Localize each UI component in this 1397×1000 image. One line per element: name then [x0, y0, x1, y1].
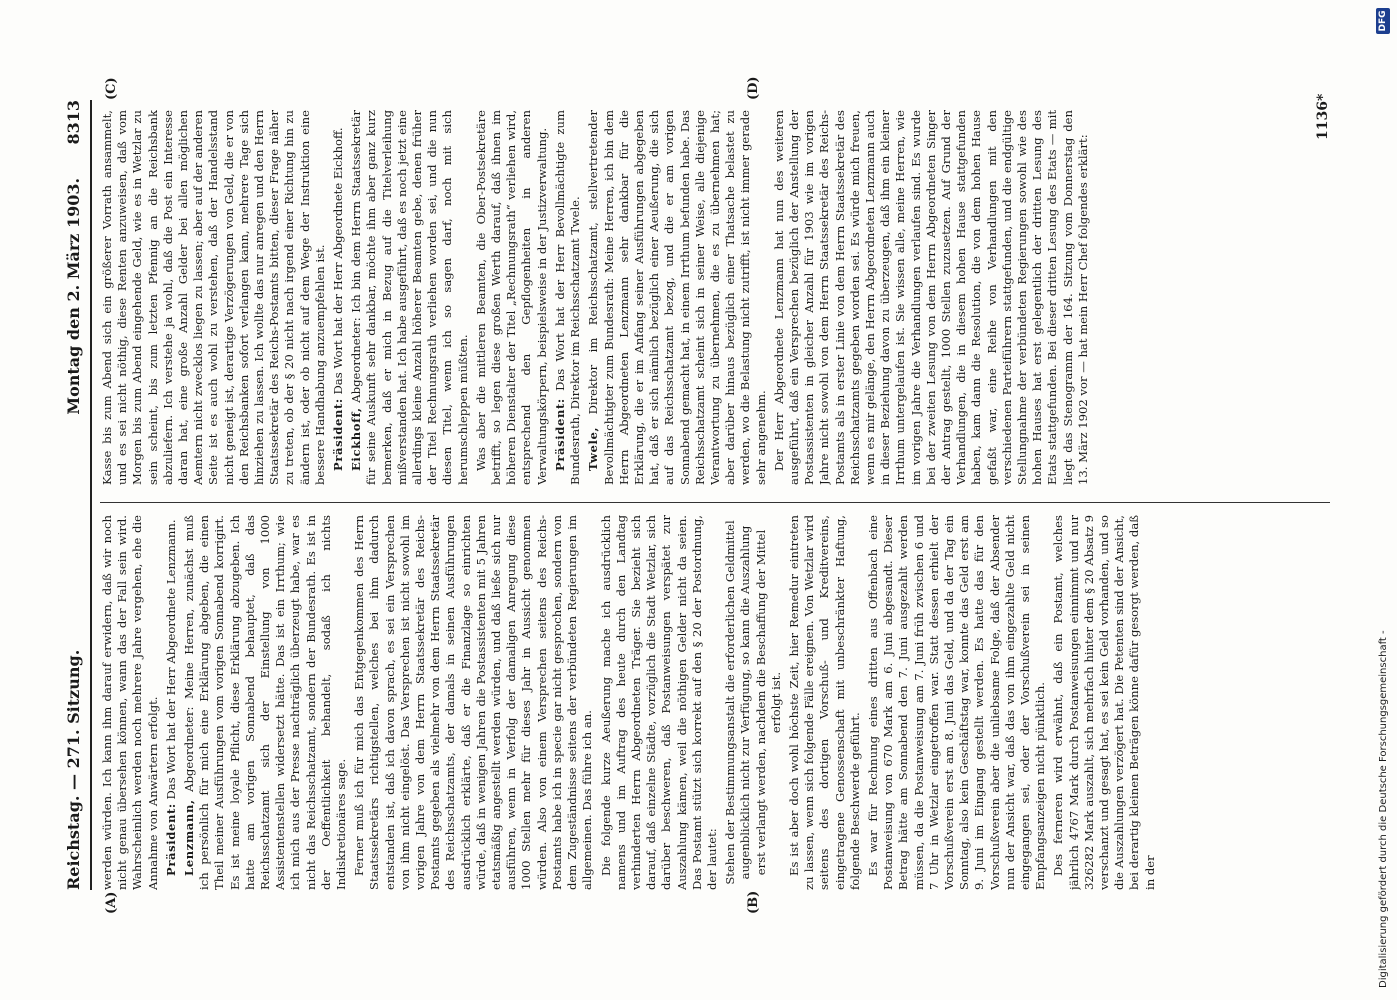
footer-page-number: 1136* [1315, 93, 1331, 140]
paragraph [787, 515, 863, 890]
paragraph-text: Das Wort hat der Herr Bevollmächtigte zum Bundesrath, Direktor im Reichsschatzamt Twele. [552, 110, 583, 485]
paragraph [866, 515, 1048, 890]
paragraph-text: Die folgende kurze Aeußerung mache ich ausdrücklich namens und im Auftrag des heute durch den Landtag verhinderten Herrn Abgeordneten Träger. Sie bezieht sich darauf, daß einzelne Städte, vorzüglich die Stadt Wetzlar, sich darüber beschweren, daß Postanweisungen verspätet zur Auszahlung kämen, weil die nöthigen Gelder nicht da seien. Das Postamt stützt sich korrekt auf den § 20 der Postordnung, der lautet: [598, 515, 719, 890]
paragraph-text: Ferner muß ich für mich das Entgegenkommen des Herrn Staatssekretärs richtigstellen, welches bei ihm dadurch entstanden ist, daß ich davon sprach, es sei ein Versprechen von ihm nicht eingelöst. Das Versprechen ist nicht sowohl im vorigen Jahre von dem Herrn Staatssekretär des Reichs-Postamts gegeben als vielmehr von dem Herrn Staatssekretär des Reichsschatzamts, der damals in seinen Ausführungen ausdrücklich erklärte, daß er die Finanzlage so einrichten würde, daß in wenigen Jahren die Postassistenten mit 5 Jahren etatsmäßig angestellt werden würden, und daß ließe sich nur ausführen, wenn in Verfolg der damaligen Anregung diese 1000 Stellen mehr für dieses Jahr in Aussicht genommen würden. Also von einem Versprechen seitens des Reichs-Postamts habe ich in specie gar nicht gesprochen, sondern von dem Zugeständnisse seitens der verbündeten Regierungen im allgemeinen. Das führe ich an. [352, 515, 595, 890]
paragraph [586, 110, 768, 485]
margin-mark-a: (A) [104, 891, 119, 914]
speaker-name: Lenzmann, [182, 799, 197, 876]
paragraph-text: Was aber die mittleren Beamten, die Ober-Postsekretäre betrifft, so legen diese großen Werth darauf, daß ihnen im höheren Dienstalter der Titel „Rechnungsrath“ verliehen wird, entsprechend den Gepflogenheiten in anderen Verwaltungskörpern, beispielsweise in der Justizverwaltung. [473, 110, 549, 485]
paragraph [352, 515, 595, 890]
paragraph-text: Es ist aber doch wohl höchste Zeit, hier Remedur eintreten zu lassen, wenn sich folgende Fälle ereignen. Von Wetzlar wird seitens des dortigen Vorschuß- und Kreditvereins, eingetragene Genossenschaft mit unbeschränkter Haftung, folgende Beschwerde geführt. [786, 515, 862, 890]
page-header [60, 100, 90, 890]
paragraph [723, 515, 784, 890]
paragraph-text: werden würden. Ich kann ihm darauf erwidern, daß wir noch nicht genau übersehen können, wann das der Fall sein wird. Wahrscheinlich werden noch mehrere Jahre vergehen, ehe die Annahme von Anwärtern erfolgt. [100, 515, 160, 890]
paragraph [599, 515, 721, 890]
header-page-number: 8313 [64, 100, 83, 145]
paragraph [553, 110, 583, 485]
header-session: Reichstag. — 271. Sitzung. [64, 649, 83, 890]
paragraph-text: Des ferneren wird erwähnt, daß ein Postamt, welches jährlich 4767 Mark durch Postanweisungen einnimmt und nur 326282 Mark auszahlt, sich mehrfach hinter dem § 20 Absatz 9 verschanzt und gesagt hat, es sei kein Geld vorhanden, und so die Auszahlungen verzögert hat. Die Petenten sind der Ansicht, bei derartig kleinen Beträgen könne dafür gesorgt werden, daß in der [1051, 515, 1157, 890]
header-date: Montag den 2. März 1903. [64, 177, 83, 415]
header-rule [90, 100, 92, 890]
paragraph [164, 515, 179, 890]
speaker-name: Präsident: [552, 398, 567, 471]
paragraph [100, 515, 161, 890]
margin-mark-c: (C) [104, 77, 119, 100]
paragraph-text: Abgeordneter: Ich bin dem Herrn Staatssekretär für seine Auskunft sehr dankbar, möchte ihm aber ganz kurz bemerken, daß er mich in Bezug auf die Titelverleihung mißverstanden hat. Ich habe ausgeführt, daß es noch jetzt eine allerdings kleine Anzahl höherer Beamten gebe, denen früher der Titel Rechnungsrath verliehen worden sei, und die nun diesen Titel, wenn ich so sagen darf, noch mit sich herumschleppen müßten. [349, 110, 470, 485]
margin-mark-d: (D) [746, 76, 761, 100]
paragraph-text: Der Herr Abgeordnete Lenzmann hat nun des weiteren ausgeführt, daß ein Versprechen bezüglich der Anstellung der Postassistenten in gleicher Anzahl für 1903 wie im vorigen Jahre nicht sowohl von dem Herrn Staatssekretär des Reichs-Postamts als in erster Linie von dem Herrn Staatssekretär des Reichsschatzamts gegeben worden sei. Es würde mich freuen, wenn es mir gelänge, den Herrn Abgeordneten Lenzmann auch in dieser Beziehung davon zu überzeugen, daß ihm ein kleiner Irrthum untergelaufen ist. Sie wissen alle, meine Herren, wie im vorigen Jahre die Verhandlungen verlaufen sind. Es wurde bei der zweiten Lesung von dem Herrn Abgeordneten Singer der Antrag gestellt, 1000 Stellen zuzusetzen. Auf Grund der Verhandlungen, die in diesem hohen Hause stattgefunden haben, kam dann die Resolution, die von dem hohen Hause gefaßt war, eine Reihe von Verhandlungen mit den verschiedenen Parteiführern stattgefunden, und die endgültige Stellungnahme der verbündeten Regierungen sowohl wie des hohen Hauses hat erst gelegentlich der dritten Lesung des Etats stattgefunden. Bei dieser dritten Lesung des Etats — mit liegt das Stenogramm der 164. Sitzung vom Donnerstag den 13. März 1902 vor — hat mein Herr Chef folgendes erklärt: [771, 110, 1090, 485]
speaker-name: Eickhoff, [349, 407, 364, 471]
margin-mark-b: (B) [746, 890, 761, 914]
left-column [100, 515, 1340, 890]
paragraph-text: Das Wort hat der Herr Abgeordnete Eickhoff. [331, 127, 346, 395]
paragraph-text: Es war für Rechnung eines dritten aus Offenbach eine Postanweisung von 670 Mark am 6. Juni abgesandt. Dieser Betrag hätte am Sonnabend den 7. Juni ausgezahlt werden müssen, da die Postanweisung am 7. Juni früh zwischen 6 und 7 Uhr in Wetzlar eingetroffen war. Statt dessen erhielt der Vorschußverein erst am 8. Juni das Geld, und da der Tag ein Sonntag, also kein Geschäftstag war, konnte das Geld erst am 9. Juni im Eingang gestellt werden. Es hatte das für den Vorschußverein aber die unliebsame Folge, daß der Absender nun der Ansicht war, daß das von ihm eingezahlte Geld nicht eingegangen sei, oder der Vorschußverein sei in seinen Empfangsanzeigen nicht pünktlich. [865, 515, 1048, 890]
header-date-and-page [64, 100, 83, 415]
paragraph [349, 110, 471, 485]
column-divider [100, 502, 1330, 503]
paragraph [100, 110, 328, 485]
paragraph [772, 110, 1091, 485]
paragraph-text: Direktor im Reichsschatzamt, stellvertretender Bevollmächtigter zum Bundesrath: Meine Herren, ich bin dem Herrn Abgeordneten Lenzmann sehr dankbar für die Erklärung, die er im Anfang seiner Ausführungen abgegeben hat, daß er sich nämlich bezüglich einer Aeußerung, die sich auf das Reichsschatzamt bezog, und die er am vorigen Sonnabend gemacht hat, in einem Irrthum befunden habe. Das Reichsschatzamt scheint sich in seiner Weise, alle diejenige Verantwortung zu übernehmen, die es zu übernehmen hat; aber darüber hinaus bezüglich einer Thatsache belastet zu werden, wo die Belastung nicht zutrifft, ist nicht immer gerade sehr angenehm. [586, 110, 768, 485]
speaker-name: Präsident: [163, 803, 178, 876]
paragraph [1051, 515, 1157, 890]
paragraph-text: Stehen der Bestimmungsanstalt die erforderlichen Geldmittel augenblicklich nicht zur Verfügung, so kann die Auszahlung erst verlangt werden, nachdem die Beschaffung der Mittel erfolgt ist. [723, 520, 783, 885]
speaker-name: Twele, [586, 426, 601, 471]
paragraph-text: Abgeordneter: Meine Herren, zunächst muß ich persönlich für mich eine Erklärung abgeben, die einen Theil meiner Ausführungen vom vorigen Sonnabend korrigirt. Es ist meine loyale Pflicht, diese Erklärung abzugeben. Ich hatte am vorigen Sonnabend behauptet, daß das Reichsschatzamt sich der Einstellung von 1000 Assistentenstellen widersetzt hätte. Das ist ein Irrthum; wie ich mich aus der Presse nachträglich überzeugt habe, war es nicht das Reichsschatzamt, sondern der Bundesrath. Es ist in der Oeffentlichkeit behandelt, sodaß ich nichts Indiskretionäres sage. [182, 515, 349, 890]
right-column [100, 110, 1340, 485]
paragraph [474, 110, 550, 485]
paragraph [182, 515, 349, 890]
credit-text: Digitalisierung gefördert durch die Deutsche Forschungsgemeinschaft - [1378, 630, 1389, 988]
digitization-credit [1374, 0, 1394, 1000]
paragraph-text: Das Wort hat der Herr Abgeordnete Lenzmann. [163, 519, 178, 800]
paragraph [331, 110, 346, 485]
dfg-logo: DFG [1376, 8, 1390, 34]
paragraph-text: Kasse bis zum Abend sich ein größerer Vorrath ansammelt, und es sei nicht nöthig, diese Renten anzuweisen, daß vom Morgen bis zum Abend eingehende Geld, wie es in Wetzlar zu sein scheint, bis zum letzten Pfennig an die Reichsbank abzuliefern. Ich verstehe ja wohl, daß die Post ein Interesse daran hat, eine große Anzahl Gelder bei allen möglichen Aemtern nicht zwecklos liegen zu lassen; aber auf der anderen Seite ist es auch wohl zu verstehen, daß der Handelsstand nicht geneigt ist, derartige Verzögerungen von Geld, die er von den Reichsbanken sofort verlangen kann, mehrere Tage sich hinziehen zu lassen. Ich wollte das nur anregen und den Herrn Staatssekretär des Reichs-Postamts bitten, dieser Frage näher zu treten, ob der § 20 nicht nach irgend einer Richtung hin zu ändern ist, oder ob nicht auf dem Wege der Instruktion eine bessere Handhabung anzuempfehlen ist. [100, 110, 327, 485]
speaker-name: Präsident: [331, 398, 346, 471]
